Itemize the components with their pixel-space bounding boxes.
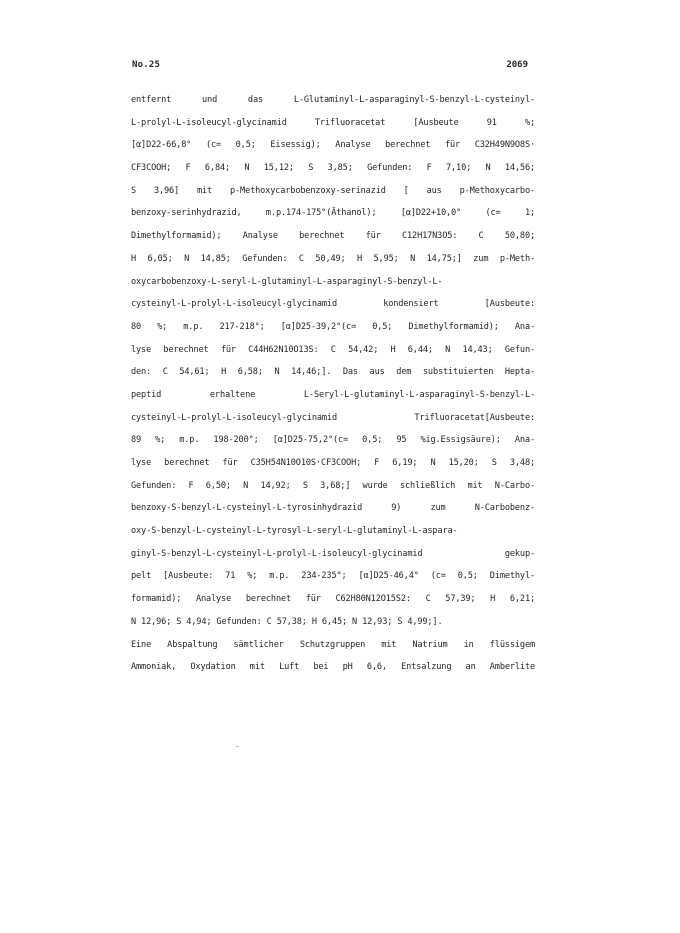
text-line: S 3,96] mit p-Methoxycarbobenzoxy-serinazid [ aus p-Methoxycarbo- — [131, 185, 535, 196]
text-line: H 6,05; N 14,85; Gefunden: C 50,49; H 5,95; N 14,75;] zum p-Meth- — [131, 253, 535, 264]
text-line: cysteinyl-L-prolyl-L-isoleucyl-glycinamid Trifluoracetat[Ausbeute: — [131, 412, 535, 423]
text-line: Eine Abspaltung sämtlicher Schutzgruppen mit Natrium in flüssigem — [131, 639, 535, 650]
text-line: pelt [Ausbeute: 71 %; m.p. 234-235°; [α]D25-46,4° (c= 0,5; Dimethyl- — [131, 571, 535, 582]
text-line: [α]D22-66,8° (c= 0,5; Eisessig); Analyse berechnet für C32H49N9O8S· — [131, 140, 535, 151]
text-line: ginyl-S-benzyl-L-cysteinyl-L-prolyl-L-isoleucyl-glycinamid gekup- — [131, 548, 535, 559]
journal-number: No.25 — [132, 60, 161, 70]
text-line: oxy-S-benzyl-L-cysteinyl-L-tyrosyl-L-seryl-L-glutaminyl-L-aspara- — [131, 526, 458, 537]
page-header — [132, 60, 528, 74]
text-line: entfernt und das L-Glutaminyl-L-asparaginyl-S-benzyl-L-cysteinyl- — [131, 95, 535, 105]
text-line: cysteinyl-L-prolyl-L-isoleucyl-glycinamid kondensiert [Ausbeute: — [131, 299, 535, 310]
text-line: oxycarbobenzoxy-L-seryl-L-glutaminyl-L-asparaginyl-S-benzyl-L- — [131, 276, 443, 287]
page-number: 2069 — [506, 60, 528, 70]
text-line: peptid erhaltene L-Seryl-L-glutaminyl-L-asparaginyl-S-benzyl-L- — [131, 389, 535, 400]
text-line: 80 %; m.p. 217-218°; [α]D25-39,2°(c= 0,5; Dimethylformamid); Ana- — [131, 321, 535, 332]
text-line: 89 %; m.p. 198-200°; [α]D25-75,2°(c= 0,5; 95 %ig.Essigsäure); Ana- — [131, 435, 535, 446]
text-line: Gefunden: F 6,50; N 14,92; S 3,68;] wurde schließlich mit N-Carbo- — [131, 480, 535, 491]
text-line: Ammoniak, Oxydation mit Luft bei pH 6,6, Entsalzung an Amberlite — [131, 662, 535, 673]
text-line: L-prolyl-L-isoleucyl-glycinamid Trifluoracetat [Ausbeute 91 %; — [131, 117, 535, 128]
text-line: lyse berechnet für C35H54N10O10S·CF3COOH; F 6,19; N 15,20; S 3,48; — [131, 458, 535, 468]
text-line: N 12,96; S 4,94; Gefunden: C 57,38; H 6,45; N 12,93; S 4,99;]. — [131, 616, 443, 627]
body-text — [131, 93, 535, 683]
text-line: benzoxy-S-benzyl-L-cysteinyl-L-tyrosinhydrazid 9) zum N-Carbobenz- — [131, 503, 535, 514]
text-line: formamid); Analyse berechnet für C62H80N12O15S2: C 57,39; H 6,21; — [131, 594, 535, 605]
text-line: benzoxy-serinhydrazid, m.p.174-175°(Äthanol); [α]D22+10,0° (c= 1; — [131, 208, 535, 219]
text-line: lyse berechnet für C44H62N10O13S: C 54,42; H 6,44; N 14,43; Gefun- — [131, 344, 535, 355]
text-line: Dimethylformamid); Analyse berechnet für C12H17N3O5: C 50,80; — [131, 231, 535, 242]
text-line: den: C 54,61; H 6,58; N 14,46;]. Das aus dem substituierten Hepta- — [131, 367, 535, 378]
text-line: CF3COOH; F 6,84; N 15,12; S 3,85; Gefunden: F 7,10; N 14,56; — [131, 163, 535, 174]
scan-speck — [236, 746, 239, 747]
